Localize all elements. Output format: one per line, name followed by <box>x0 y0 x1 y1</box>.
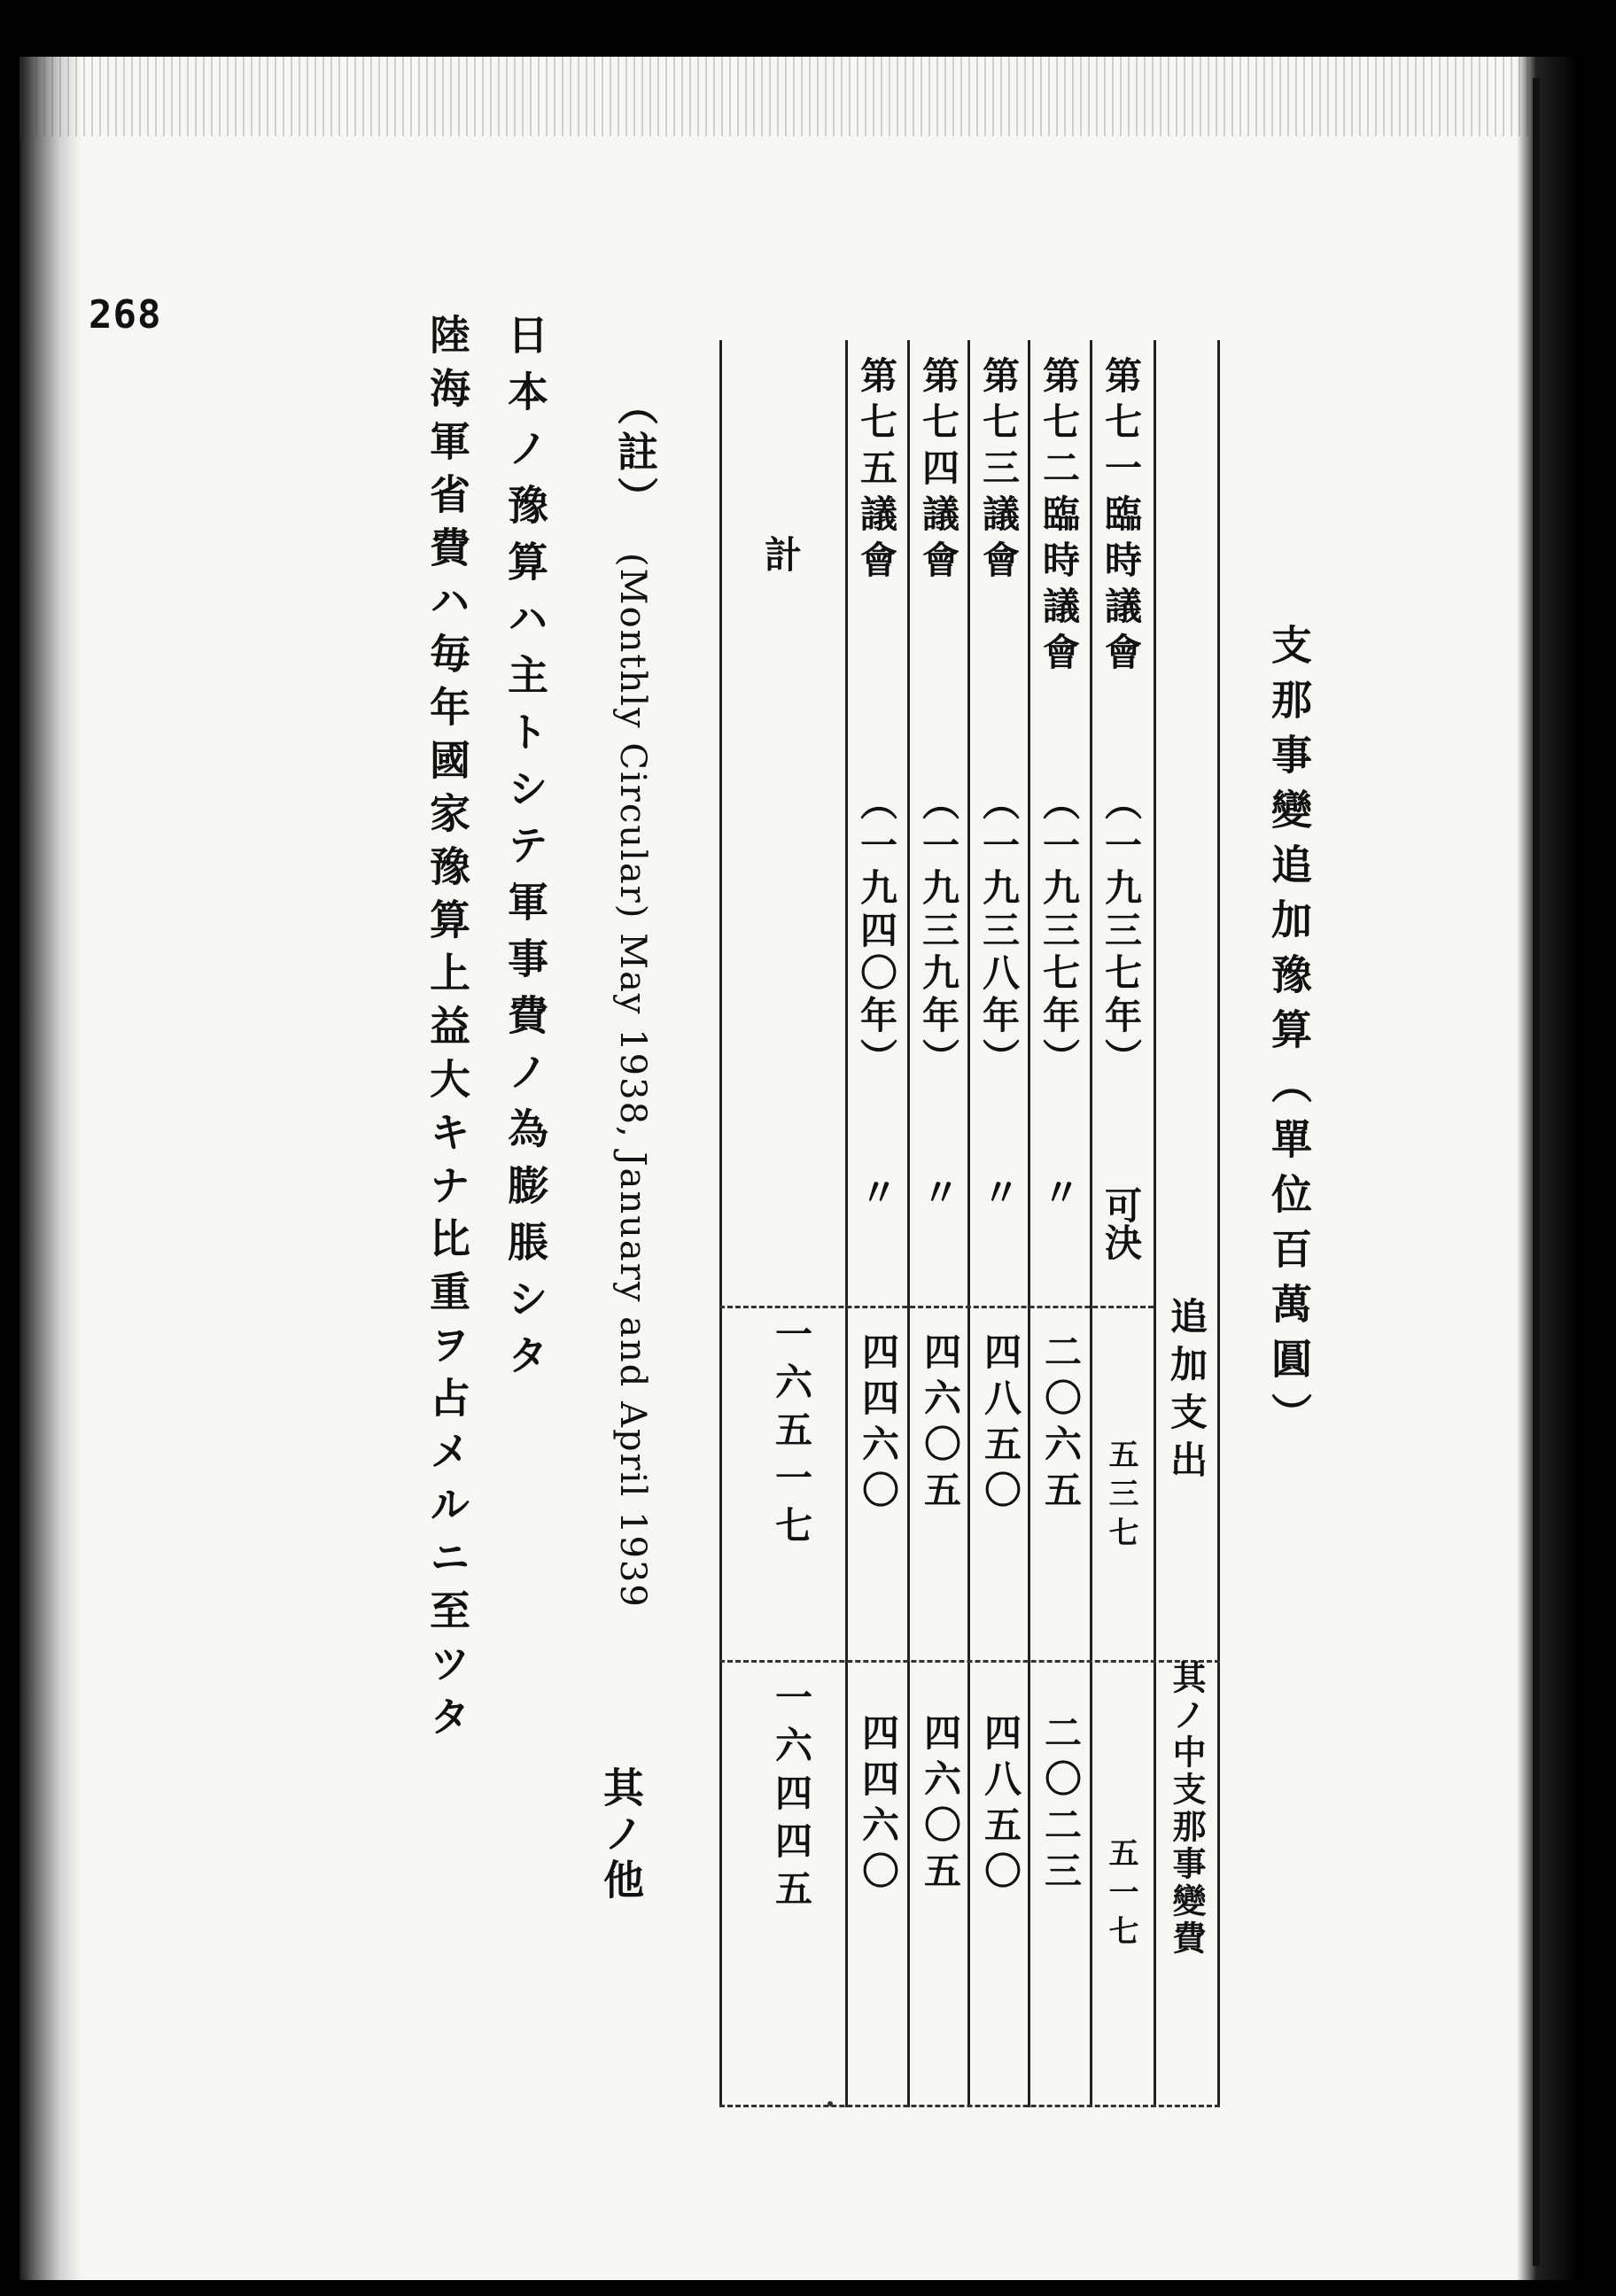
row-additional: 四四六〇 <box>857 1332 900 1516</box>
row-session: 第七五議會 <box>855 356 898 586</box>
row-additional: 五三七 <box>1103 1439 1138 1555</box>
row-note: 〃 <box>977 1173 1021 1210</box>
row-additional: 四六〇五 <box>919 1332 962 1516</box>
total-additional: 一六五一七 <box>770 1315 813 1554</box>
note-line-2: 陸海軍省費ハ毎年國家豫算上益大キナ比重ヲ占メルニ至ツタ <box>423 314 471 1749</box>
row-note: 〃 <box>1037 1173 1081 1210</box>
row-note: 可決 <box>1099 1186 1143 1260</box>
note-source: (Monthly Circular) May 1938, January and April 1939 <box>612 553 653 1609</box>
row-session: 第七三議會 <box>977 356 1021 586</box>
row-session: 第七二臨時議會 <box>1037 356 1081 679</box>
row-session: 第七一臨時議會 <box>1099 356 1143 679</box>
row-additional: 四八五〇 <box>979 1332 1022 1516</box>
row-year: （一九四〇年） <box>855 783 898 1081</box>
total-label: 計 <box>759 535 803 572</box>
scan-noise <box>19 57 1579 136</box>
row-additional: 二〇六五 <box>1039 1332 1083 1516</box>
page-right-edge <box>1517 57 1579 2280</box>
document-page <box>19 57 1579 2280</box>
note-label: （註） <box>611 384 659 523</box>
row-year: （一九三八年） <box>977 783 1021 1081</box>
row-note: 〃 <box>855 1173 898 1210</box>
page-border-rule <box>1533 78 1540 2266</box>
note-line-1: 日本ノ豫算ハ主トシテ軍事費ノ為膨脹シタ <box>501 314 549 1391</box>
row-of-which: 四六〇五 <box>919 1713 962 1897</box>
budget-table <box>719 340 1220 2107</box>
page-number: 268 <box>89 292 162 337</box>
total-of-which: 一六四四五 <box>770 1678 813 1917</box>
row-year: （一九三七年） <box>1099 783 1143 1081</box>
row-session: 第七四議會 <box>917 356 960 586</box>
row-of-which: 四八五〇 <box>979 1713 1022 1897</box>
row-of-which: 四四六〇 <box>857 1713 900 1897</box>
row-year: （一九三七年） <box>1037 783 1081 1081</box>
row-of-which: 五一七 <box>1103 1837 1138 1954</box>
note-other: 其ノ他 <box>597 1766 645 1904</box>
document-title: 支那事變追加豫算（單位百萬圓） <box>1265 624 1313 1447</box>
row-note: 〃 <box>917 1173 960 1210</box>
header-additional-expenditure: 追加支出 <box>1165 1297 1208 1488</box>
row-year: （一九三九年） <box>917 783 960 1081</box>
header-china-incident-expense: 其ノ中支那事變費 <box>1167 1660 1206 1958</box>
row-of-which: 二〇二三 <box>1039 1713 1083 1897</box>
page-gutter-shadow <box>19 57 82 2280</box>
